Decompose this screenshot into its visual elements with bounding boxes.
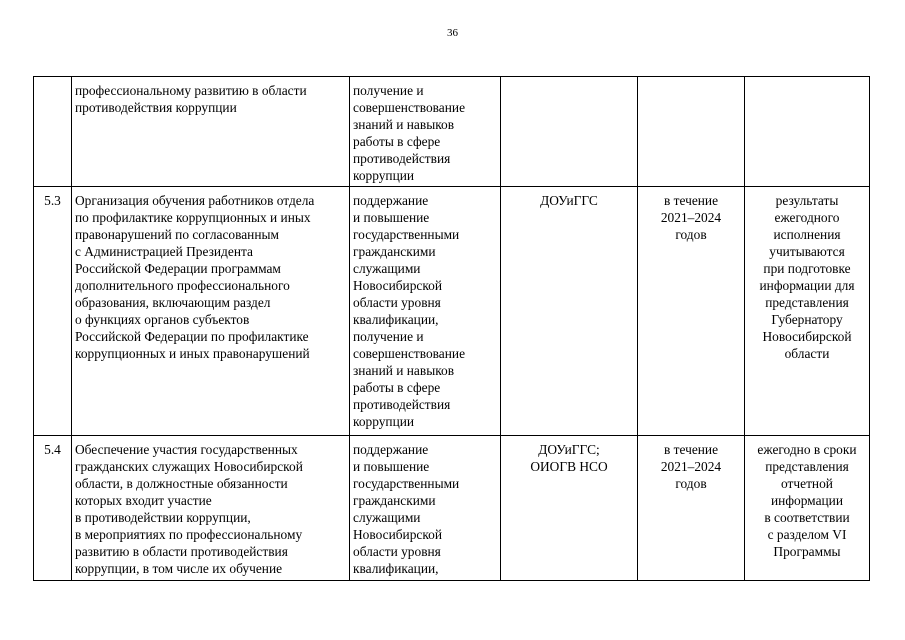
expected-result-cell (350, 187, 501, 436)
cell-text-line: ОИОГВ НСО (530, 459, 608, 474)
term-cell (638, 436, 745, 581)
cell-text-line: результаты (775, 193, 839, 208)
cell-text-line: в течение (663, 442, 719, 457)
cell-text-line: поддержание (353, 193, 429, 208)
cell-text-line: годов (675, 476, 707, 491)
cell-text-line: противодействия коррупции (75, 100, 237, 115)
cell-text-line: противодействия (353, 397, 451, 412)
expected-result-cell (350, 436, 501, 581)
cell-text-line: коррупции (353, 168, 415, 183)
cell-text-line: ДОУиГГС (540, 193, 598, 208)
item-number-cell (34, 187, 72, 436)
cell-text-line: ДОУиГГС; (538, 442, 600, 457)
reporting-cell (745, 187, 870, 436)
cell-text-line: годов (675, 227, 707, 242)
cell-text-line: гражданскими (353, 493, 436, 508)
item-number-cell (34, 77, 72, 187)
cell-text-line: профессиональному развитию в области (75, 83, 307, 98)
cell-text-line: в противодействии коррупции, (75, 510, 251, 525)
cell-text-line: квалификации, (353, 561, 439, 576)
cell-text-line: учитываются (769, 244, 845, 259)
cell-text-line: области, в должностные обязанности (75, 476, 288, 491)
action-plan-table (33, 76, 870, 581)
cell-text-line: ежегодно в сроки (757, 442, 857, 457)
cell-text-line: Обеспечение участия государственных (75, 442, 298, 457)
cell-text-line: государственными (353, 476, 460, 491)
term-cell (638, 187, 745, 436)
cell-text-line: которых входит участие (75, 493, 212, 508)
cell-text-line: дополнительного профессионального (75, 278, 290, 293)
cell-text-line: представления (765, 295, 849, 310)
cell-text-line: знаний и навыков (353, 363, 455, 378)
cell-text-line: правонарушений по согласованным (75, 227, 279, 242)
measure-cell (72, 77, 350, 187)
cell-text-line: с Администрацией Президента (75, 244, 253, 259)
item-number: 5.3 (44, 193, 61, 208)
cell-text-line: области уровня (353, 544, 441, 559)
item-number-cell (34, 436, 72, 581)
reporting-cell (745, 436, 870, 581)
cell-text-line: о функциях органов субъектов (75, 312, 250, 327)
cell-text-line: в соответствии (764, 510, 850, 525)
cell-text-line: знаний и навыков (353, 117, 455, 132)
cell-text-line: развитию в области противодействия (75, 544, 288, 559)
cell-text-line: служащими (353, 261, 421, 276)
cell-text-line: в течение (663, 193, 719, 208)
cell-text-line: получение и (353, 329, 424, 344)
cell-text-line: по профилактике коррупционных и иных (75, 210, 311, 225)
cell-text-line: образования, включающим раздел (75, 295, 271, 310)
cell-text-line: в мероприятиях по профессиональному (75, 527, 303, 542)
executor-cell (501, 187, 638, 436)
cell-text-line: коррупции, в том числе их обучение (75, 561, 283, 576)
cell-text-line: Российской Федерации программам (75, 261, 281, 276)
cell-text-line: информации для (759, 278, 855, 293)
cell-text-line: коррупционных и иных правонарушений (75, 346, 310, 361)
table-row (34, 77, 870, 187)
cell-text-line: и повышение (353, 459, 430, 474)
cell-text-line: коррупции (353, 414, 415, 429)
expected-result-cell (350, 77, 501, 187)
cell-text-line: государственными (353, 227, 460, 242)
cell-text-line: информации (770, 493, 844, 508)
cell-text-line: и повышение (353, 210, 430, 225)
cell-text-line: Новосибирской (353, 527, 443, 542)
cell-text-line: совершенствование (353, 346, 466, 361)
measure-cell (72, 187, 350, 436)
cell-text-line: Организация обучения работников отдела (75, 193, 315, 208)
cell-text-line: гражданскими (353, 244, 436, 259)
cell-text-line: области (784, 346, 830, 361)
cell-text-line: Российской Федерации по профилактике (75, 329, 309, 344)
cell-text-line: квалификации, (353, 312, 439, 327)
cell-text-line: получение и (353, 83, 424, 98)
cell-text-line: Новосибирской (353, 278, 443, 293)
cell-text-line: области уровня (353, 295, 441, 310)
cell-text-line: Губернатору (771, 312, 843, 327)
cell-text-line: ежегодного (774, 210, 840, 225)
cell-text-line: работы в сфере (353, 134, 441, 149)
cell-text-line: гражданских служащих Новосибирской (75, 459, 303, 474)
cell-text-line: служащими (353, 510, 421, 525)
cell-text-line: с разделом VI (767, 527, 847, 542)
item-number: 5.4 (44, 442, 61, 457)
cell-text-line: работы в сфере (353, 380, 441, 395)
reporting-cell (745, 77, 870, 187)
cell-text-line: Программы (773, 544, 841, 559)
executor-cell (501, 436, 638, 581)
cell-text-line: при подготовке (763, 261, 851, 276)
cell-text-line: противодействия (353, 151, 451, 166)
cell-text-line: 2021–2024 (660, 210, 722, 225)
cell-text-line: 2021–2024 (660, 459, 722, 474)
cell-text-line: отчетной (781, 476, 833, 491)
executor-cell (501, 77, 638, 187)
table-row (34, 187, 870, 436)
cell-text-line: поддержание (353, 442, 429, 457)
cell-text-line: Новосибирской (762, 329, 852, 344)
measure-cell (72, 436, 350, 581)
cell-text-line: совершенствование (353, 100, 466, 115)
term-cell (638, 77, 745, 187)
table-row (34, 436, 870, 581)
page-number: 36 (447, 27, 458, 39)
cell-text-line: исполнения (773, 227, 841, 242)
cell-text-line: представления (765, 459, 849, 474)
